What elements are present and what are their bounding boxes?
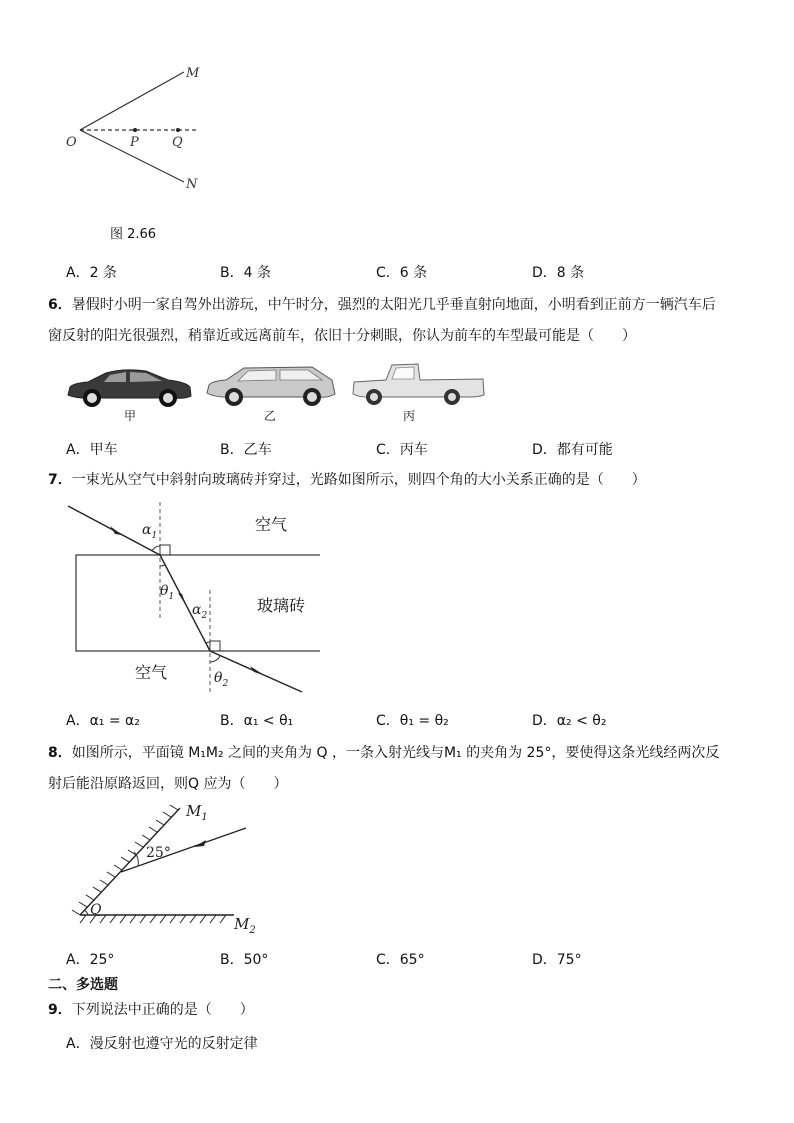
label-o: O: [66, 135, 77, 150]
q8-option-c[interactable]: C．65°: [376, 952, 425, 968]
theta1-label: $\theta_1$: [160, 583, 175, 602]
q7-option-a[interactable]: A．α₁ = α₂: [66, 713, 140, 729]
q7-stem: [48, 465, 748, 496]
q8-option-d[interactable]: D．75°: [532, 952, 582, 968]
q6-number: 6．: [48, 297, 72, 313]
q9-option-a[interactable]: A．漫反射也遵守光的反射定律: [66, 1036, 258, 1052]
car-jia-image: [64, 365, 194, 410]
car-yi-image: [204, 363, 340, 409]
label-air-bottom: 空气: [135, 663, 168, 682]
q6-option-a[interactable]: A．甲车: [66, 442, 118, 458]
q7-text: 一束光从空气中斜射向玻璃砖并穿过，光路如图所示，则四个角的大小关系正确的是（ ）: [71, 472, 646, 488]
q6-stem: [48, 290, 748, 352]
figure-2-66: [60, 60, 220, 200]
q5-option-b[interactable]: B．4 条: [220, 265, 271, 281]
mirror-figure: [66, 800, 276, 940]
q9-number: 9．: [48, 1002, 72, 1018]
q6-line1: 暑假时小明一家自驾外出游玩，中午时分，强烈的太阳光几乎垂直射向地面，小明看到正前方一辆汽车后: [71, 297, 716, 313]
q8-number: 8．: [48, 745, 72, 761]
angle-25-label: 25°: [146, 845, 171, 861]
alpha1-label: $\alpha_1$: [142, 522, 158, 541]
q5-option-c[interactable]: C．6 条: [376, 265, 428, 281]
label-m1: $M_1$: [186, 802, 208, 823]
q5-option-a[interactable]: A．2 条: [66, 265, 117, 281]
q9-stem: [48, 1000, 254, 1020]
theta2-label: $\theta_2$: [214, 670, 229, 689]
q7-option-b[interactable]: B．α₁ < θ₁: [220, 713, 294, 729]
q7-number: 7．: [48, 472, 72, 488]
label-p: P: [130, 135, 139, 150]
label-m2: $M_2$: [234, 915, 256, 936]
q8-line2: 射后能沿原路返回，则Q 应为（ ）: [48, 776, 288, 792]
section-2-title: 二、多选题: [48, 977, 118, 993]
q6-option-d[interactable]: D．都有可能: [532, 442, 613, 458]
car-label-bing: 丙: [403, 409, 416, 423]
q9-text: 下列说法中正确的是（ ）: [71, 1002, 254, 1018]
label-glass: 玻璃砖: [257, 596, 306, 615]
label-q-angle: Q: [90, 902, 102, 918]
q8-line1: 如图所示，平面镜 M₁M₂ 之间的夹角为 Q ，一条入射光线与M₁ 的夹角为 25°，要使得这条光线经两次反: [71, 745, 720, 761]
q7-option-c[interactable]: C．θ₁ = θ₂: [376, 713, 449, 729]
q8-stem: [48, 738, 748, 800]
q7-option-d[interactable]: D．α₂ < θ₂: [532, 713, 607, 729]
figure-caption: 图 2.66: [110, 227, 157, 242]
q6-line2: 窗反射的阳光很强烈，稍靠近或远离前车，依旧十分刺眼，你认为前车的车型最可能是（ ）: [48, 328, 636, 344]
car-label-yi: 乙: [264, 409, 277, 423]
label-q: Q: [172, 135, 183, 150]
alpha2-label: $\alpha_2$: [192, 602, 208, 621]
label-air-top: 空气: [255, 515, 288, 534]
q5-option-d[interactable]: D．8 条: [532, 265, 585, 281]
label-n: N: [186, 177, 198, 192]
label-m: M: [186, 66, 200, 81]
q6-option-c[interactable]: C．丙车: [376, 442, 428, 458]
car-label-jia: 甲: [124, 409, 137, 423]
q6-option-b[interactable]: B．乙车: [220, 442, 272, 458]
car-bing-image: [350, 362, 486, 408]
q8-option-a[interactable]: A．25°: [66, 952, 115, 968]
q8-option-b[interactable]: B．50°: [220, 952, 269, 968]
